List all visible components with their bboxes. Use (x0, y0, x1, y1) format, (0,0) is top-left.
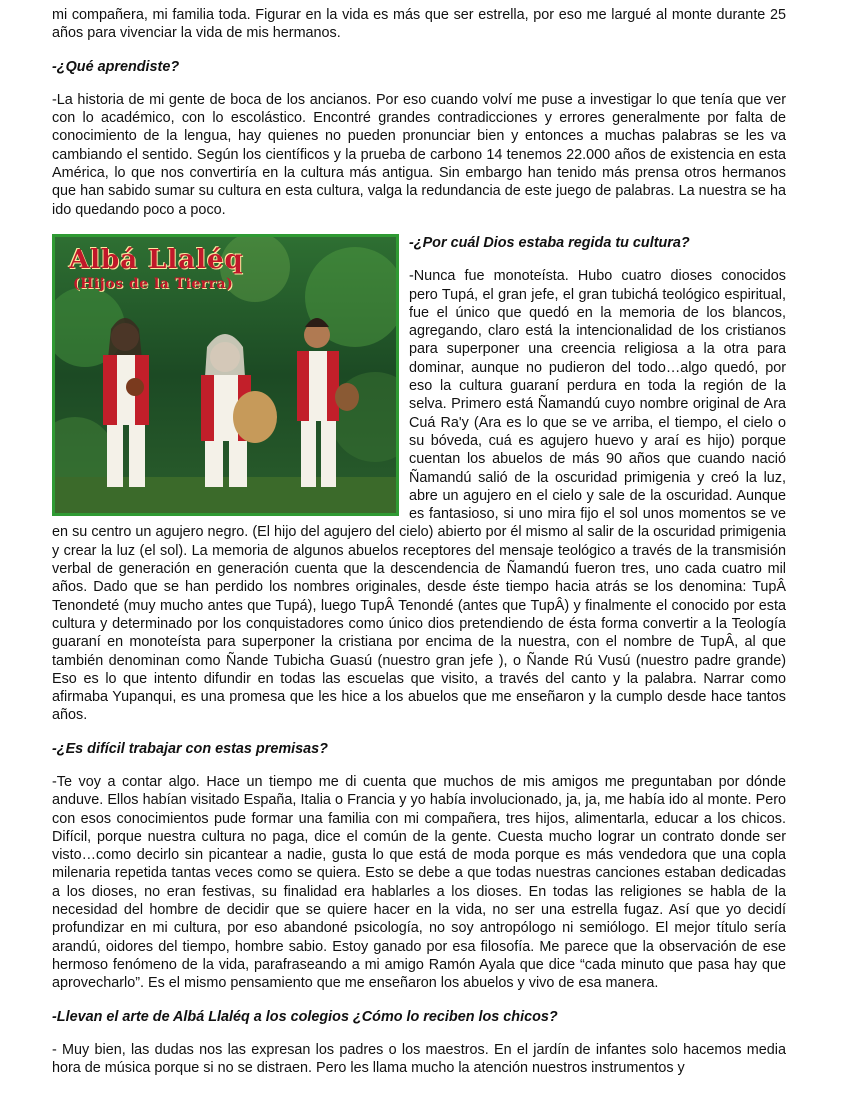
question-colegios: -Llevan el arte de Albá Llaléq a los colegios ¿Cómo lo reciben los chicos? (52, 1008, 558, 1025)
answer-colegios: - Muy bien, las dudas nos las expresan los padres o los maestros. En el jardín de infantes solo hacemos media hora de música porque si no se distraen. Pero les llama mucho la atención nuestros instrumentos y (52, 1041, 786, 1077)
answer-que-aprendiste: -La historia de mi gente de boca de los ancianos. Por eso cuando volví me puse a investigar lo que tenía que ver con lo académico, con lo escolástico. Encontré grandes contradicciones y errores generalmente por falta de conocimiento de la lengua, hay quienes no pueden pronunciar bien y entonces a muchas palabras se les va cambiando el sentido. Según los científicos y la prueba de carbono 14 tenemos 22.000 años de existencia en esta América, lo que nos convertiría en la cultura más antigua. Sin embargo han tenido más prensa otros hermanos que han sabido sumar su cultura en esta cultura, valga la redundancia de este juego de palabras. La nuestra se ha ido quedando poco a poco. (52, 91, 786, 218)
album-cover-photo (52, 234, 399, 516)
question-que-aprendiste: -¿Qué aprendiste? (52, 58, 180, 75)
question-por-cual-dios: -¿Por cuál Dios estaba regida tu cultura? (409, 234, 690, 251)
answer-es-dificil: -Te voy a contar algo. Hace un tiempo me di cuenta que muchos de mis amigos me preguntaban por dónde anduve. Ellos habían visitado España, Italia o Francia y yo había involucionado, ja, ja, me había ido al monte. Pero con esos conocimientos pude formar una familia con mi compañera, tres hijos, alimentarla, educar a los chicos. Difícil, porque nuestra cultura no paga, dice el común de la gente. Cuesta mucho lograr un contrato donde ser visto…como decirlo sin picantear a nadie, gusta lo que está de moda porque es más vendedora que una copla milenaria repetida tantas veces como se quiera. Esto se debe a que todas nuestras canciones estaban dedicadas a los dioses, no eran festivas, su finalidad era hablarles a los dioses. En todas las religiones se habla de la necesidad del hombre de decidir que se quiere hacer en la vida, no ser una estrella fugaz. Así que yo decidí profundizar en mi cultura, por eso abandoné psicología, no soy antropólogo ni semiólogo. El mejor título sería arandú, oidores del tiempo, hombre sabio. Estoy ganado por esa filosofía. Me parece que la observación de ese hermoso fenómeno de la vida, parafraseando a mi amigo Ramón Ayala que dice “cada minuto que pasa hay que aprovecharlo”. Es el mismo pensamiento que me enseñaron los abuelos y vivo de esa manera. (52, 773, 786, 992)
paragraph-intro: mi compañera, mi familia toda. Figurar en la vida es más que ser estrella, por eso me largué al monte durante 25 años para vivenciar la vida de mis hermanos. (52, 7, 786, 42)
article-body (52, 6, 786, 1092)
answer-por-cual-dios: -Nunca fue monoteísta. Hubo cuatro dioses conocidos pero Tupá, el gran jefe, el gran tubichá teológico espiritual, fue el único que quedó en la memoria de los blancos, agregando, claro está la intencionalidad de los cristianos para superponer una creencia religiosa a la otra para dominar, aunque no pudieron del todo…algo quedó, por eso la cultura guaraní perdura en toda la región de la selva. Primero está Ñamandú cuyo nombre original de Ara Cuá Ra'y (Ara es lo que se ve arriba, el tiempo, el cielo o su bóveda, cuá es agujero huevo y araí es hijo) porque cuentan los abuelos de más 90 años que cuando nació Ñamandú salió de la oscuridad primigenia y creó la luz, abre un agujero en el cielo y sale de la oscuridad. Aunque es fantasioso, si uno mira fijo el sol unos momentos se ve en su centro un agujero negro. (El hijo del agujero del cielo) abierto por él mismo al salir de la oscuridad primigenia y crear la luz (el sol). La memoria de algunos abuelos receptores del mensaje teológico a través de la transmisión verbal de generación en generación cuenta que la descendencia de Ñamandú fueron tres, uno cada cuatro mil años. Dado que se han perdido los nombres originales, desde éste tiempo hacia atrás se los denomina: TupÂ Tenondeté (muy mucho antes que Tupá), luego TupÂ Tenondé (antes que TupÂ) y finalmente el conocido por esta cultura y determinado por los conquistadores como único dios pretendiendo de ésta forma convertir a la Teología guaraní en monoteísta para superponer la cristiana por encima de la nuestra, con el nombre de TupÂ, al que también denominan como Ñande Tubicha Guasú (nuestro gran jefe ), o Ñande Rú Vusú (nuestro padre grande) Eso es lo que intento difundir en todas las escuelas que visito, a través del canto y la palabra. Narrar como afirmaba Yupanqui, es una promesa que les hice a los abuelos que me enseñaron y la cumplo desde hace tantos años. (52, 268, 786, 724)
question-es-dificil: -¿Es difícil trabajar con estas premisas? (52, 740, 328, 757)
album-title-logo: Albá Llaléq (69, 244, 244, 275)
album-subtitle-logo: (Hijos de la Tierra) (73, 275, 234, 292)
